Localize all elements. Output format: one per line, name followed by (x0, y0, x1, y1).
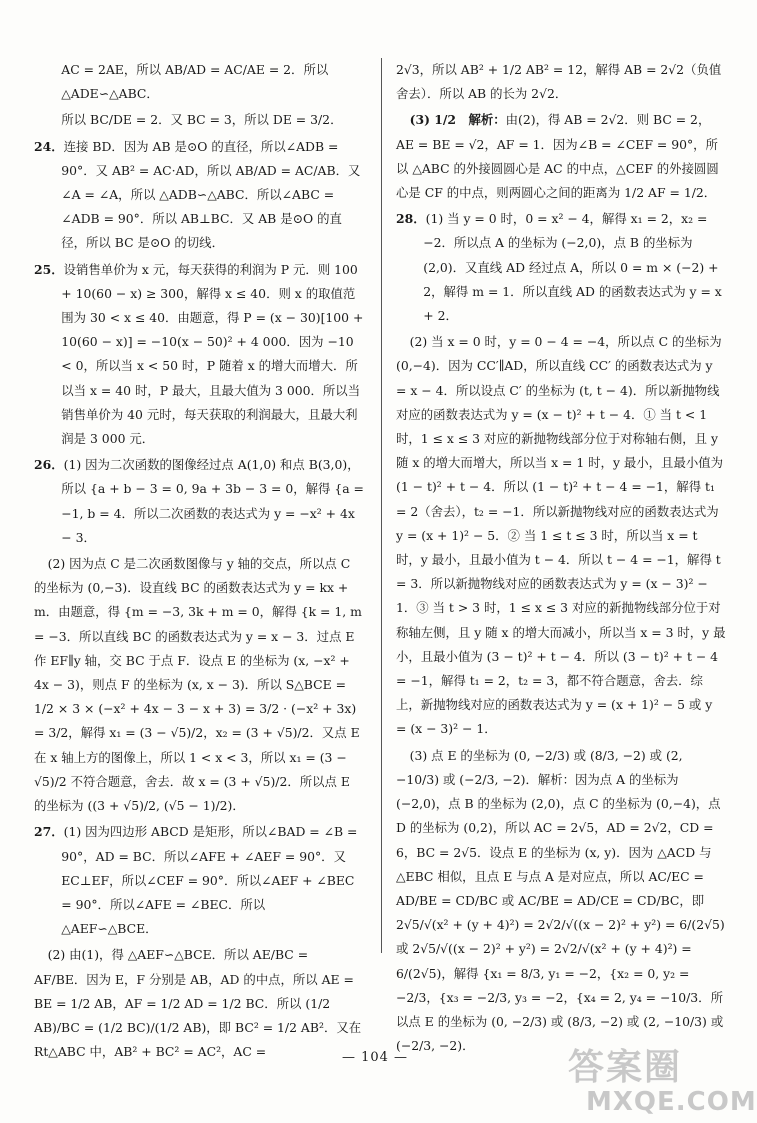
paragraph-text: (2) 因为点 C 是二次函数图像与 y 轴的交点，所以点 C 的坐标为 (0,−3)．设直线 BC 的函数表达式为 y = kx + m．由题意，得 {m = −3, 3k + m = 0，解得 {k = 1, m = −3．所以直线 BC 的函数表达式为 y = x − 3．过点 E 作 EF∥y 轴，交 BC 于点 F．设点 E 的坐标为 (x, −x² + 4x − 3)，则点 F 的坐标为 (x, x − 3)．所以 S△BCE = 1/2 × 3 × (−x² + 4x − 3 − x + 3) = 3/2 · (−x² + 3x) = 3/2，解得 x₁ = (3 − √5)/2，x₂ = (3 + √5)/2．又点 E 在 x 轴上方的图像上，所以 1 < x < 3，所以 x₁ = (3 − √5)/2 不符合题意，舍去．故 x = (3 + √5)/2．所以点 E 的坐标为 ((3 + √5)/2, (√5 − 1)/2)． (34, 556, 362, 814)
paragraph-text: (2) 当 x = 0 时，y = 0 − 4 = −4，所以点 C 的坐标为 (0,−4)．因为 CC′∥AD，所以直线 CC′ 的函数表达式为 y = x − 4．所以设点 C′ 的坐标为 (t, t − 4)．所以新抛物线对应的函数表达式为 y = (x − t)² + t − 4．① 当 t < 1 时，1 ≤ x ≤ 3 对应的新抛物线部分位于对称轴右侧，且 y 随 x 的增大而增大，所以当 x = 1 时，y 最小，且最小值为 (1 − t)² + t − 4．所以 (1 − t)² + t − 4 = −1，解得 t₁ = 2（舍去），t₂ = −1．所以新抛物线对应的函数表达式为 y = (x + 1)² − 5．② 当 1 ≤ t ≤ 3 时，所以当 x = t 时，y 最小，且最小值为 t − 4．所以 t − 4 = −1，解得 t = 3．所以新抛物线对应的函数表达式为 y = (x − 3)² − 1．③ 当 t > 3 时，1 ≤ x ≤ 3 对应的新抛物线部分位于对称轴左侧，且 y 随 x 的增大而减小，所以当 x = 3 时，y 最小，且最小值为 (3 − t)² + t − 4．所以 (3 − t)² + t − 4 = −1，解得 t₁ = 2，t₂ = 3，都不符合题意，舍去．综上，新抛物线对应的函数表达式为 y = (x + 1)² − 5 或 y = (x − 3)² − 1． (396, 334, 726, 737)
left-paragraph (34, 58, 364, 106)
paragraph-text: (1) 当 y = 0 时，0 = x² − 4，解得 x₁ = 2，x₂ = −2．所以点 A 的坐标为 (−2,0)，点 B 的坐标为 (2,0)．又直线 AD 经过点 A，所以 0 = m × (−2) + 2，解得 m = 1．所以直线 AD 的函数表达式为 y = x + 2． (423, 211, 722, 324)
problem-number: 24． (34, 138, 64, 154)
right-paragraph (396, 108, 726, 205)
paragraph-text: 由(2)，得 AB = 2√2．则 BC = 2，AE = BE = √2，AF = 1．因为∠B = ∠CEF = 90°，所以 △ABC 的外接圆圆心是 AC 的中点，△CEF 的外接圆圆心是 CF 的中点，则两圆心之间的距离为 1/2 AF = 1/2． (396, 112, 719, 201)
page-number: — 104 — (341, 1050, 409, 1065)
column-divider (381, 58, 382, 953)
right-column (396, 58, 726, 1054)
left-paragraph (34, 453, 364, 550)
paragraph-text: (1) 因为二次函数的图像经过点 A(1,0) 和点 B(3,0)，所以 {a + b − 3 = 0, 9a + 3b − 3 = 0，解得 {a = −1, b = 4．所以二次函数的表达式为 y = −x² + 4x − 3． (61, 457, 364, 545)
right-paragraph (396, 207, 726, 328)
right-paragraph (396, 330, 726, 741)
right-paragraph (396, 744, 726, 1059)
paragraph-text: AC = 2AE，所以 AB/AD = AC/AE = 2．所以 △ADE∽△ABC． (61, 62, 329, 102)
watermark-url: MXQE.COM (586, 1087, 757, 1117)
left-column (34, 58, 364, 1060)
problem-number: 27． (34, 824, 64, 840)
problem-number: 25． (34, 261, 64, 277)
paragraph-text: (3) 点 E 的坐标为 (0, −2/3) 或 (8/3, −2) 或 (2, −10/3) 或 (−2/3, −2)．解析：因为点 A 的坐标为 (−2,0)，点 B 的坐标为 (2,0)，点 C 的坐标为 (0,−4)，点 D 的坐标为 (0,2)，所以 AC = 2√5，AD = 2√2，CD = 6，BC = 2√5．设点 E 的坐标为 (x, y)．因为 △ACD 与 △EBC 相似，且点 E 与点 A 是对应点，所以 AC/EC = AD/BE = CD/BC 或 AC/BE = AD/CE = CD/BC，即 2√5/√(x² + (y + 4)²) = 2√2/√((x − 2)² + y²) = 6/(2√5) 或 2√5/√((x − 2)² + y²) = 2√2/√(x² + (y + 4)²) = 6/(2√5)，解得 {x₁ = 8/3, y₁ = −2，{x₂ = 0, y₂ = −2/3，{x₃ = −2/3, y₃ = −2，{x₄ = 2, y₄ = −10/3．所以点 E 的坐标为 (0, −2/3) 或 (8/3, −2) 或 (2, −10/3) 或 (−2/3, −2)． (396, 747, 725, 1054)
paragraph-text: (2) 由(1)，得 △AEF∽△BCE．所以 AE/BC = AF/BE．因为 E，F 分别是 AB，AD 的中点，所以 AE = BE = 1/2 AB，AF = 1/2 AD = 1/2 BC．所以 (1/2 AB)/BC = (1/2 BC)/(1/2 AB)，即 BC² = 1/2 AB²．又在 Rt△ABC 中，AB² + BC² = AC²，AC = (34, 947, 362, 1060)
right-paragraph (396, 58, 726, 106)
left-paragraph (34, 943, 364, 1064)
left-paragraph (34, 108, 364, 132)
left-paragraph (34, 552, 364, 818)
paragraph-text: 所以 BC/DE = 2．又 BC = 3，所以 DE = 3/2． (61, 112, 343, 128)
paragraph-text: (1) 因为四边形 ABCD 是矩形，所以∠BAD = ∠B = 90°，AD = BC．所以∠AFE + ∠AEF = 90°．又 EC⊥EF，所以∠CEF = 90°．所以∠AEF + ∠BEC = 90°．所以∠AFE = ∠BEC．所以 △AEF∽△BCE． (61, 824, 358, 937)
left-paragraph (34, 135, 364, 256)
watermark-logo (568, 1048, 757, 1116)
paragraph-text: 设销售单价为 x 元，每天获得的利润为 P 元．则 100 + 10(60 − x) ≥ 300，解得 x ≤ 40．则 x 的取值范围为 30 < x ≤ 40．由题意，得 P = (x − 30)[100 + 10(60 − x)] = −10(x − 50)² + 4 000．因为 −10 < 0，所以当 x < 50 时，P 随着 x 的增大而增大．所以当 x = 40 时，P 最大，且最大值为 3 000．所以当销售单价为 40 元时，每天获取的利润最大，且最大利润是 3 000 元． (61, 261, 364, 447)
problem-number: 26． (34, 457, 64, 473)
answer-label: (3) 1/2 解析： (409, 112, 506, 128)
paragraph-text: 连接 BD．因为 AB 是⊙O 的直径，所以∠ADB = 90°．又 AB² = AC·AD，所以 AB/AD = AC/AB．又∠A = ∠A，所以 △ADB∽△ABC．所以∠ABC = ∠ADB = 90°．所以 AB⊥BC．又 AB 是⊙O 的直径，所以 BC 是⊙O 的切线． (61, 138, 361, 251)
paragraph-text: 2√3，所以 AB² + 1/2 AB² = 12，解得 AB = 2√2（负值舍去）．所以 AB 的长为 2√2． (396, 62, 722, 102)
problem-number: 28． (396, 211, 426, 227)
watermark-text: 答案圈 (568, 1047, 683, 1088)
left-paragraph (34, 258, 364, 452)
left-paragraph (34, 820, 364, 941)
